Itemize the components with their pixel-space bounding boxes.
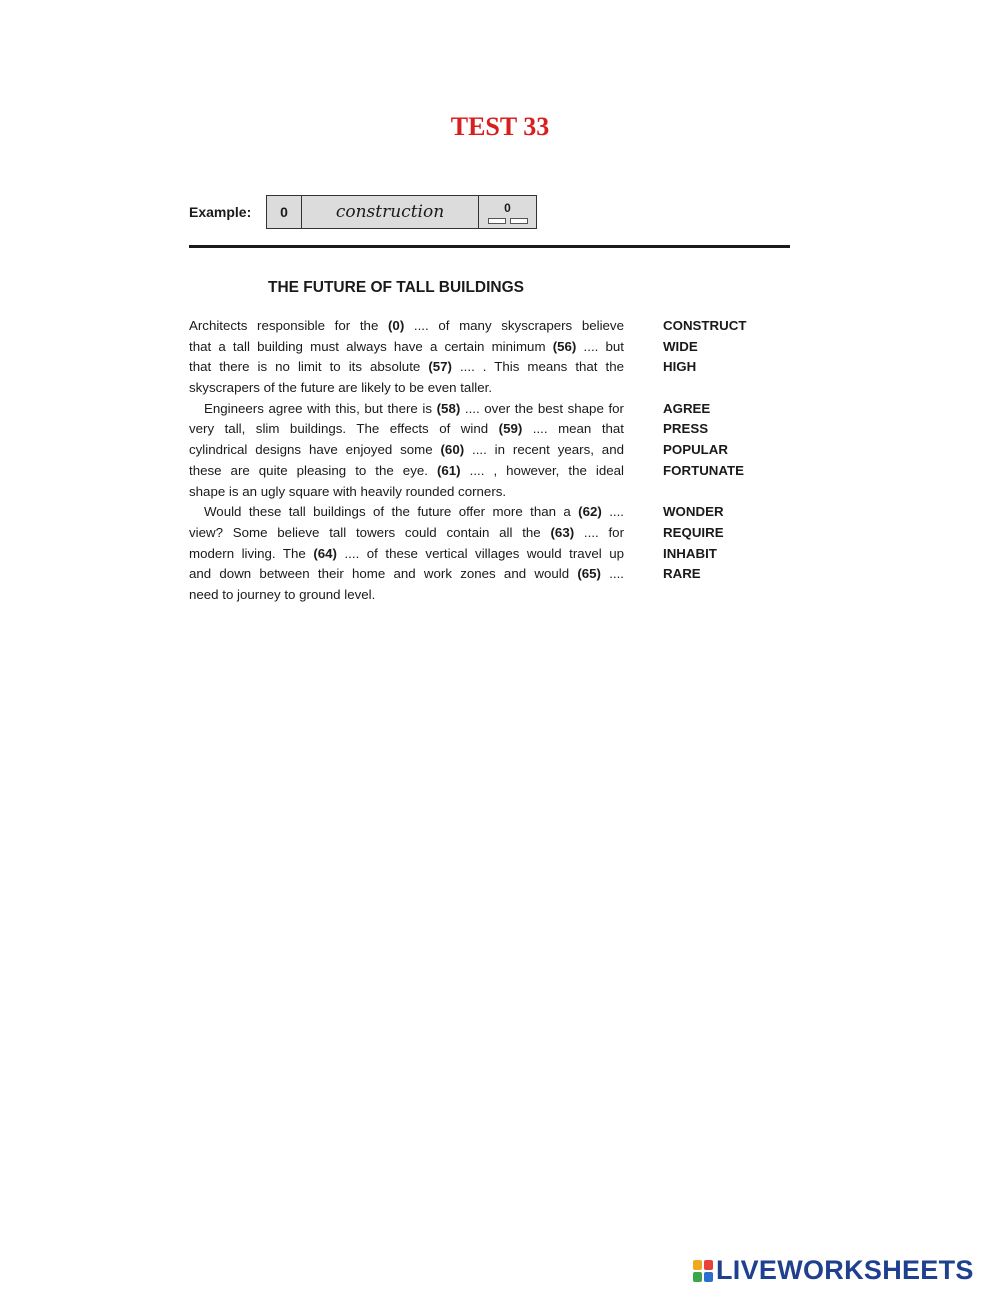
stem-word: POPULAR xyxy=(663,442,729,458)
divider-rule xyxy=(189,245,790,248)
text-line: Engineers agree with this, but there is (58) .... over the best shape for xyxy=(204,400,624,416)
example-key-number: 0 xyxy=(504,200,511,215)
stem-word: INHABIT xyxy=(663,545,717,561)
example-number: 0 xyxy=(267,196,302,228)
text-line: view? Some believe tall towers could contain all the (63) .... for xyxy=(189,524,625,540)
example-label: Example: xyxy=(189,204,252,220)
paragraph-1 xyxy=(189,316,624,399)
stem-word-gap xyxy=(663,378,746,399)
stem-word: FORTUNATE xyxy=(663,462,745,478)
text-heading: THE FUTURE OF TALL BUILDINGS xyxy=(268,279,525,296)
liveworksheets-logo-icon xyxy=(693,1260,713,1282)
stem-word: RARE xyxy=(663,566,701,582)
stem-word: HIGH xyxy=(663,359,697,375)
paragraph-3 xyxy=(189,502,624,605)
example-answer: construction xyxy=(302,196,479,228)
text-line: these are quite pleasing to the eye. (61) .... , however, the ideal xyxy=(189,462,624,478)
stem-word: CONSTRUCT xyxy=(663,318,747,333)
text-line: Would these tall buildings of the future offer more than a (62) .... xyxy=(204,504,624,520)
text-line: that there is no limit to its absolute (57) .... . This means that the xyxy=(189,359,624,375)
paragraph-2 xyxy=(189,399,624,502)
stem-word-gap xyxy=(663,482,746,503)
liveworksheets-brand: LIVEWORKSHEETS xyxy=(716,1255,974,1285)
stem-word: PRESS xyxy=(663,421,709,437)
passage xyxy=(189,316,624,606)
text-line: very tall, slim buildings. The effects of wind (59) .... mean that xyxy=(189,421,625,437)
text-line: Architects responsible for the (0) .... of many skyscrapers believe xyxy=(189,318,624,333)
example-key xyxy=(479,196,536,228)
page-title: TEST 33 xyxy=(450,112,550,141)
stem-word: AGREE xyxy=(663,400,711,416)
example-key-marks xyxy=(488,218,528,224)
example-answer-box xyxy=(266,195,537,229)
text-line: modern living. The (64) .... of these vertical villages would travel up xyxy=(189,545,624,561)
stem-word: WIDE xyxy=(663,338,698,354)
stem-word: WONDER xyxy=(663,504,724,520)
liveworksheets-logo xyxy=(693,1255,974,1286)
stem-word: REQUIRE xyxy=(663,524,724,540)
example-row xyxy=(189,195,537,229)
text-line: that a tall building must always have a certain minimum (56) .... but xyxy=(189,338,624,354)
text-line: skyscrapers of the future are likely to be even taller. xyxy=(189,380,493,396)
stem-word-list xyxy=(663,316,746,585)
text-line: cylindrical designs have enjoyed some (60) .... in recent years, and xyxy=(189,442,624,458)
text-line: need to journey to ground level. xyxy=(189,586,376,602)
text-line: shape is an ugly square with heavily rounded corners. xyxy=(189,483,507,499)
text-line: and down between their home and work zones and would (65) .... xyxy=(189,566,624,582)
